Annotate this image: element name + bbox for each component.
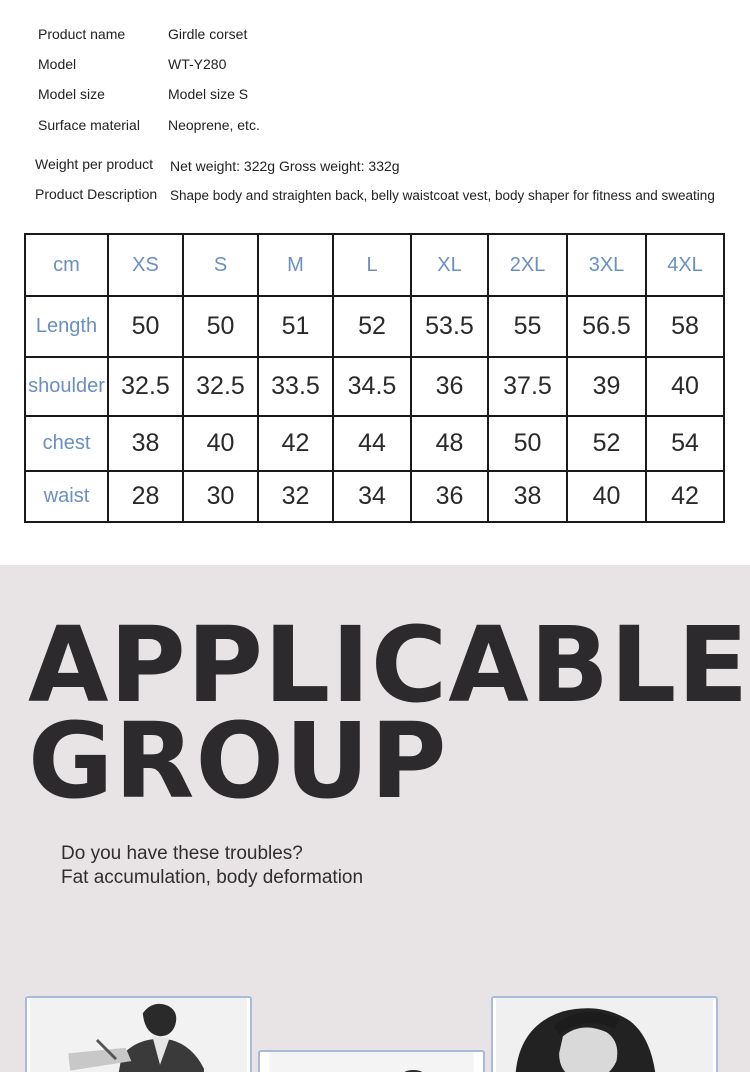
- table-cell: 32: [258, 471, 333, 522]
- table-cell: 52: [333, 296, 411, 357]
- table-cell: 50: [183, 296, 258, 357]
- applicable-group-section: [0, 565, 750, 1072]
- table-cell: 33.5: [258, 357, 333, 416]
- table-cell: 36: [411, 357, 488, 416]
- table-cell: 51: [258, 296, 333, 357]
- size-header: 3XL: [567, 234, 646, 296]
- spec-row-product-name: [0, 26, 750, 50]
- photo-card-middle: [258, 1050, 485, 1072]
- table-cell: 28: [108, 471, 183, 522]
- spec-label: Model size: [38, 86, 105, 102]
- size-header: S: [183, 234, 258, 296]
- table-row-waist: [25, 471, 724, 522]
- size-header-row: [25, 234, 724, 296]
- spec-row-model: [0, 56, 750, 80]
- size-header: XL: [411, 234, 488, 296]
- table-cell: 55: [488, 296, 567, 357]
- spec-label: Weight per product: [35, 156, 154, 172]
- middle-image: [260, 1052, 483, 1072]
- table-cell: 39: [567, 357, 646, 416]
- table-cell: 58: [646, 296, 724, 357]
- spec-value: Model size S: [168, 86, 249, 102]
- row-label: chest: [25, 416, 108, 471]
- table-cell: 54: [646, 416, 724, 471]
- applicable-group-title: [28, 604, 750, 822]
- table-cell: 44: [333, 416, 411, 471]
- table-row-chest: [25, 416, 724, 471]
- size-header: L: [333, 234, 411, 296]
- spec-row-model-size: [0, 86, 750, 110]
- product-specs: [0, 0, 750, 215]
- table-corner-unit: cm: [25, 234, 108, 296]
- table-cell: 40: [646, 357, 724, 416]
- table-cell: 42: [646, 471, 724, 522]
- table-row-length: [25, 296, 724, 357]
- table-cell: 34: [333, 471, 411, 522]
- spec-value: WT-Y280: [168, 56, 227, 72]
- table-cell: 32.5: [183, 357, 258, 416]
- spec-value: Girdle corset: [168, 26, 248, 42]
- spec-row-weight: [0, 156, 750, 180]
- table-cell: 56.5: [567, 296, 646, 357]
- table-cell: 50: [108, 296, 183, 357]
- troubles-question: Do you have these troubles?: [61, 843, 303, 864]
- table-cell: 48: [411, 416, 488, 471]
- spec-label: Product Description: [35, 186, 158, 202]
- table-cell: 40: [183, 416, 258, 471]
- table-cell: 53.5: [411, 296, 488, 357]
- size-header: 4XL: [646, 234, 724, 296]
- title-line: APPLICABLE: [28, 604, 750, 726]
- spec-label: Surface material: [38, 117, 140, 133]
- spec-label: Model: [38, 56, 77, 72]
- size-header: 2XL: [488, 234, 567, 296]
- table-cell: 30: [183, 471, 258, 522]
- troubles-text: [61, 842, 363, 890]
- table-cell: 32.5: [108, 357, 183, 416]
- spec-row-surface-material: [0, 117, 750, 141]
- size-chart-table: [24, 233, 725, 523]
- table-row-shoulder: [25, 357, 724, 416]
- size-header: M: [258, 234, 333, 296]
- table-cell: 42: [258, 416, 333, 471]
- troubles-description: Fat accumulation, body deformation: [61, 867, 364, 888]
- spec-label: Product name: [38, 26, 126, 42]
- table-cell: 50: [488, 416, 567, 471]
- photo-card-woman: [491, 996, 718, 1072]
- spec-value: Net weight: 322g Gross weight: 332g: [170, 158, 400, 174]
- title-line: GROUP: [28, 700, 448, 822]
- row-label: Length: [25, 296, 108, 357]
- table-cell: 34.5: [333, 357, 411, 416]
- table-cell: 38: [488, 471, 567, 522]
- table-cell: 36: [411, 471, 488, 522]
- table-cell: 38: [108, 416, 183, 471]
- row-label: waist: [25, 471, 108, 522]
- table-cell: 37.5: [488, 357, 567, 416]
- spec-value: Shape body and straighten back, belly waistcoat vest, body shaper for fitness and sweating: [170, 188, 715, 203]
- table-cell: 52: [567, 416, 646, 471]
- spec-row-description: [0, 186, 750, 210]
- table-cell: 40: [567, 471, 646, 522]
- photo-card-office-worker: [25, 996, 252, 1072]
- spec-value: Neoprene, etc.: [168, 117, 260, 133]
- office-worker-image: [27, 998, 250, 1072]
- row-label: shoulder: [25, 357, 108, 416]
- woman-image: [493, 998, 716, 1072]
- size-header: XS: [108, 234, 183, 296]
